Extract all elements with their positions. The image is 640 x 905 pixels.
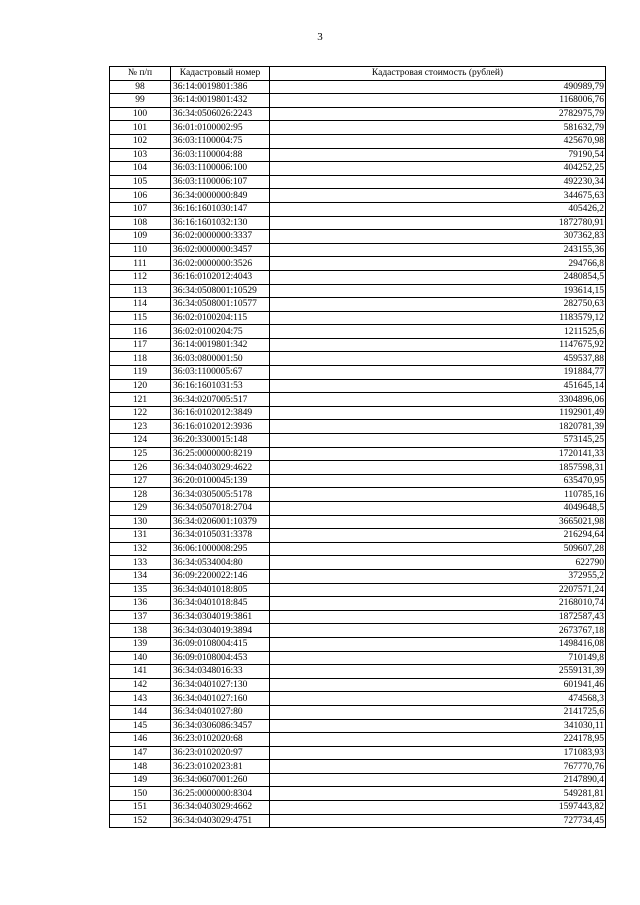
header-cadastral-number: Кадастровый номер — [171, 67, 270, 81]
table-row — [110, 393, 606, 407]
table-row — [110, 719, 606, 733]
cadastral-value-cell: 2168010,74 — [270, 597, 606, 611]
cadastral-value-cell: 710149,8 — [270, 651, 606, 665]
table-row — [110, 461, 606, 475]
cadastral-value-cell: 425670,98 — [270, 134, 606, 148]
cadastral-value-cell: 601941,46 — [270, 678, 606, 692]
cadastral-value-cell: 3665021,98 — [270, 515, 606, 529]
cadastral-value-cell: 1498416,08 — [270, 637, 606, 651]
table-row — [110, 216, 606, 230]
cadastral-number-cell: 36:06:1000008:295 — [171, 542, 270, 556]
cadastral-number-cell: 36:34:0305005:5178 — [171, 488, 270, 502]
table-row — [110, 556, 606, 570]
cadastral-value-cell: 1872587,43 — [270, 610, 606, 624]
cadastral-number-cell: 36:34:0348016:33 — [171, 665, 270, 679]
row-number-cell: 124 — [110, 434, 171, 448]
row-number-cell: 137 — [110, 610, 171, 624]
cadastral-value-cell: 1192901,49 — [270, 406, 606, 420]
cadastral-value-cell: 404252,25 — [270, 162, 606, 176]
cadastral-number-cell: 36:23:0102020:97 — [171, 746, 270, 760]
table-row — [110, 406, 606, 420]
table-row — [110, 325, 606, 339]
row-number-cell: 109 — [110, 230, 171, 244]
table-row — [110, 665, 606, 679]
table-row — [110, 529, 606, 543]
cadastral-number-cell: 36:34:0304019:3861 — [171, 610, 270, 624]
cadastral-value-cell: 79190,54 — [270, 148, 606, 162]
cadastral-value-cell: 216294,64 — [270, 529, 606, 543]
row-number-cell: 145 — [110, 719, 171, 733]
table-row — [110, 243, 606, 257]
cadastral-number-cell: 36:14:0019801:386 — [171, 80, 270, 94]
row-number-cell: 116 — [110, 325, 171, 339]
row-number-cell: 125 — [110, 447, 171, 461]
cadastral-number-cell: 36:34:0401018:805 — [171, 583, 270, 597]
cadastral-number-cell: 36:09:2200022:146 — [171, 569, 270, 583]
cadastral-value-cell: 1597443,82 — [270, 801, 606, 815]
row-number-cell: 144 — [110, 705, 171, 719]
cadastral-number-cell: 36:09:0108004:453 — [171, 651, 270, 665]
row-number-cell: 141 — [110, 665, 171, 679]
cadastral-value-cell: 2673767,18 — [270, 624, 606, 638]
table-row — [110, 230, 606, 244]
row-number-cell: 152 — [110, 814, 171, 828]
row-number-cell: 113 — [110, 284, 171, 298]
row-number-cell: 132 — [110, 542, 171, 556]
cadastral-number-cell: 36:03:1100006:100 — [171, 162, 270, 176]
table-row — [110, 162, 606, 176]
cadastral-number-cell: 36:09:0108004:415 — [171, 637, 270, 651]
table-row — [110, 284, 606, 298]
cadastral-value-cell: 1820781,39 — [270, 420, 606, 434]
row-number-cell: 127 — [110, 474, 171, 488]
cadastral-number-cell: 36:34:0508001:10577 — [171, 298, 270, 312]
cadastral-value-cell: 1168006,76 — [270, 94, 606, 108]
cadastral-number-cell: 36:34:0403029:4751 — [171, 814, 270, 828]
cadastral-number-cell: 36:34:0508001:10529 — [171, 284, 270, 298]
cadastral-number-cell: 36:02:0000000:3337 — [171, 230, 270, 244]
cadastral-value-cell: 3304896,06 — [270, 393, 606, 407]
row-number-cell: 111 — [110, 257, 171, 271]
cadastral-value-cell: 2207571,24 — [270, 583, 606, 597]
cadastral-value-cell: 549281,81 — [270, 787, 606, 801]
table-row — [110, 773, 606, 787]
cadastral-value-cell: 492230,34 — [270, 175, 606, 189]
table-row — [110, 379, 606, 393]
row-number-cell: 107 — [110, 202, 171, 216]
cadastral-number-cell: 36:02:0000000:3457 — [171, 243, 270, 257]
cadastral-number-cell: 36:34:0207005:517 — [171, 393, 270, 407]
row-number-cell: 146 — [110, 733, 171, 747]
table-row — [110, 148, 606, 162]
table-row — [110, 270, 606, 284]
cadastral-number-cell: 36:34:0607001:260 — [171, 773, 270, 787]
cadastral-value-table — [109, 66, 606, 828]
table-row — [110, 705, 606, 719]
cadastral-number-cell: 36:34:0507018:2704 — [171, 502, 270, 516]
header-cadastral-value: Кадастровая стоимость (рублей) — [270, 67, 606, 81]
row-number-cell: 119 — [110, 366, 171, 380]
row-number-cell: 128 — [110, 488, 171, 502]
cadastral-number-cell: 36:34:0401027:130 — [171, 678, 270, 692]
cadastral-number-cell: 36:14:0019801:432 — [171, 94, 270, 108]
row-number-cell: 114 — [110, 298, 171, 312]
row-number-cell: 126 — [110, 461, 171, 475]
table-row — [110, 488, 606, 502]
table-row — [110, 597, 606, 611]
cadastral-value-cell: 341030,11 — [270, 719, 606, 733]
cadastral-value-cell: 573145,25 — [270, 434, 606, 448]
cadastral-value-cell: 2147890,4 — [270, 773, 606, 787]
row-number-cell: 123 — [110, 420, 171, 434]
table-row — [110, 814, 606, 828]
row-number-cell: 118 — [110, 352, 171, 366]
cadastral-number-cell: 36:34:0401018:845 — [171, 597, 270, 611]
table-row — [110, 352, 606, 366]
row-number-cell: 134 — [110, 569, 171, 583]
header-row-number: № п/п — [110, 67, 171, 81]
cadastral-value-cell: 372955,2 — [270, 569, 606, 583]
cadastral-number-cell: 36:16:0102012:4043 — [171, 270, 270, 284]
cadastral-number-cell: 36:16:0102012:3936 — [171, 420, 270, 434]
cadastral-number-cell: 36:01:0100002:95 — [171, 121, 270, 135]
cadastral-value-cell: 459537,88 — [270, 352, 606, 366]
row-number-cell: 110 — [110, 243, 171, 257]
row-number-cell: 122 — [110, 406, 171, 420]
table-row — [110, 134, 606, 148]
table-row — [110, 692, 606, 706]
table-row — [110, 434, 606, 448]
table-row — [110, 311, 606, 325]
table-row — [110, 746, 606, 760]
cadastral-value-cell: 490989,79 — [270, 80, 606, 94]
cadastral-number-cell: 36:02:0100204:75 — [171, 325, 270, 339]
cadastral-value-cell: 294766,8 — [270, 257, 606, 271]
row-number-cell: 133 — [110, 556, 171, 570]
table-row — [110, 175, 606, 189]
row-number-cell: 103 — [110, 148, 171, 162]
cadastral-number-cell: 36:34:0403029:4622 — [171, 461, 270, 475]
cadastral-number-cell: 36:14:0019801:342 — [171, 338, 270, 352]
cadastral-number-cell: 36:34:0534004:80 — [171, 556, 270, 570]
cadastral-value-cell: 171083,93 — [270, 746, 606, 760]
cadastral-value-cell: 1872780,91 — [270, 216, 606, 230]
table-row — [110, 787, 606, 801]
cadastral-number-cell: 36:34:0506026:2243 — [171, 107, 270, 121]
cadastral-number-cell: 36:23:0102023:81 — [171, 760, 270, 774]
row-number-cell: 117 — [110, 338, 171, 352]
table-row — [110, 651, 606, 665]
table-row — [110, 80, 606, 94]
table-row — [110, 569, 606, 583]
cadastral-number-cell: 36:34:0304019:3894 — [171, 624, 270, 638]
row-number-cell: 142 — [110, 678, 171, 692]
row-number-cell: 149 — [110, 773, 171, 787]
table-row — [110, 121, 606, 135]
table-row — [110, 624, 606, 638]
cadastral-number-cell: 36:03:1100006:107 — [171, 175, 270, 189]
cadastral-value-cell: 282750,63 — [270, 298, 606, 312]
cadastral-value-cell: 2559131,39 — [270, 665, 606, 679]
cadastral-value-cell: 1147675,92 — [270, 338, 606, 352]
cadastral-value-cell: 243155,36 — [270, 243, 606, 257]
cadastral-value-cell: 1183579,12 — [270, 311, 606, 325]
table-row — [110, 94, 606, 108]
row-number-cell: 104 — [110, 162, 171, 176]
cadastral-number-cell: 36:02:0100204:115 — [171, 311, 270, 325]
row-number-cell: 139 — [110, 637, 171, 651]
cadastral-value-cell: 727734,45 — [270, 814, 606, 828]
table-row — [110, 733, 606, 747]
table-row — [110, 542, 606, 556]
row-number-cell: 151 — [110, 801, 171, 815]
cadastral-number-cell: 36:03:1100004:75 — [171, 134, 270, 148]
row-number-cell: 98 — [110, 80, 171, 94]
cadastral-number-cell: 36:34:0401027:80 — [171, 705, 270, 719]
row-number-cell: 143 — [110, 692, 171, 706]
row-number-cell: 150 — [110, 787, 171, 801]
table-row — [110, 338, 606, 352]
cadastral-number-cell: 36:34:0105031:3378 — [171, 529, 270, 543]
table-row — [110, 107, 606, 121]
cadastral-value-cell: 4049648,5 — [270, 502, 606, 516]
table-row — [110, 678, 606, 692]
cadastral-value-cell: 405426,2 — [270, 202, 606, 216]
table-row — [110, 202, 606, 216]
cadastral-number-cell: 36:16:1601030:147 — [171, 202, 270, 216]
cadastral-number-cell: 36:20:0100045:139 — [171, 474, 270, 488]
table-row — [110, 189, 606, 203]
cadastral-number-cell: 36:16:1601032:130 — [171, 216, 270, 230]
row-number-cell: 148 — [110, 760, 171, 774]
cadastral-value-cell: 474568,3 — [270, 692, 606, 706]
table-row — [110, 474, 606, 488]
table-row — [110, 298, 606, 312]
cadastral-value-cell: 307362,83 — [270, 230, 606, 244]
row-number-cell: 121 — [110, 393, 171, 407]
cadastral-number-cell: 36:34:0000000:849 — [171, 189, 270, 203]
cadastral-number-cell: 36:16:0102012:3849 — [171, 406, 270, 420]
table-row — [110, 583, 606, 597]
table-header-row — [110, 67, 606, 81]
table-row — [110, 366, 606, 380]
cadastral-number-cell: 36:34:0206001:10379 — [171, 515, 270, 529]
cadastral-number-cell: 36:25:0000000:8304 — [171, 787, 270, 801]
cadastral-number-cell: 36:02:0000000:3526 — [171, 257, 270, 271]
table-row — [110, 637, 606, 651]
cadastral-value-cell: 635470,95 — [270, 474, 606, 488]
row-number-cell: 105 — [110, 175, 171, 189]
cadastral-number-cell: 36:23:0102020:68 — [171, 733, 270, 747]
row-number-cell: 136 — [110, 597, 171, 611]
cadastral-number-cell: 36:03:0800001:50 — [171, 352, 270, 366]
page-number: 3 — [317, 31, 323, 43]
row-number-cell: 140 — [110, 651, 171, 665]
cadastral-value-cell: 581632,79 — [270, 121, 606, 135]
table-row — [110, 610, 606, 624]
row-number-cell: 147 — [110, 746, 171, 760]
row-number-cell: 108 — [110, 216, 171, 230]
row-number-cell: 102 — [110, 134, 171, 148]
row-number-cell: 112 — [110, 270, 171, 284]
row-number-cell: 120 — [110, 379, 171, 393]
cadastral-value-cell: 1857598,31 — [270, 461, 606, 475]
cadastral-value-cell: 2782975,79 — [270, 107, 606, 121]
cadastral-value-cell: 1211525,6 — [270, 325, 606, 339]
cadastral-value-cell: 110785,16 — [270, 488, 606, 502]
table-row — [110, 447, 606, 461]
table-row — [110, 502, 606, 516]
row-number-cell: 100 — [110, 107, 171, 121]
cadastral-number-cell: 36:25:0000000:8219 — [171, 447, 270, 461]
row-number-cell: 135 — [110, 583, 171, 597]
cadastral-value-cell: 193614,15 — [270, 284, 606, 298]
row-number-cell: 138 — [110, 624, 171, 638]
table-body — [110, 80, 606, 828]
cadastral-value-cell: 2480854,5 — [270, 270, 606, 284]
row-number-cell: 99 — [110, 94, 171, 108]
row-number-cell: 130 — [110, 515, 171, 529]
cadastral-number-cell: 36:20:3300015:148 — [171, 434, 270, 448]
cadastral-value-cell: 1720141,33 — [270, 447, 606, 461]
cadastral-value-cell: 451645,14 — [270, 379, 606, 393]
row-number-cell: 129 — [110, 502, 171, 516]
cadastral-number-cell: 36:34:0403029:4662 — [171, 801, 270, 815]
row-number-cell: 131 — [110, 529, 171, 543]
table-row — [110, 515, 606, 529]
row-number-cell: 115 — [110, 311, 171, 325]
row-number-cell: 101 — [110, 121, 171, 135]
cadastral-value-cell: 344675,63 — [270, 189, 606, 203]
table-row — [110, 420, 606, 434]
table-row — [110, 257, 606, 271]
cadastral-value-cell: 2141725,6 — [270, 705, 606, 719]
cadastral-number-cell: 36:34:0401027:160 — [171, 692, 270, 706]
row-number-cell: 106 — [110, 189, 171, 203]
table-row — [110, 801, 606, 815]
cadastral-number-cell: 36:03:1100005:67 — [171, 366, 270, 380]
cadastral-value-cell: 622790 — [270, 556, 606, 570]
cadastral-number-cell: 36:34:0306086:3457 — [171, 719, 270, 733]
cadastral-number-cell: 36:16:1601031:53 — [171, 379, 270, 393]
cadastral-value-cell: 767770,76 — [270, 760, 606, 774]
cadastral-value-cell: 191884,77 — [270, 366, 606, 380]
table-row — [110, 760, 606, 774]
cadastral-value-cell: 509607,28 — [270, 542, 606, 556]
cadastral-number-cell: 36:03:1100004:88 — [171, 148, 270, 162]
cadastral-value-cell: 224178,95 — [270, 733, 606, 747]
